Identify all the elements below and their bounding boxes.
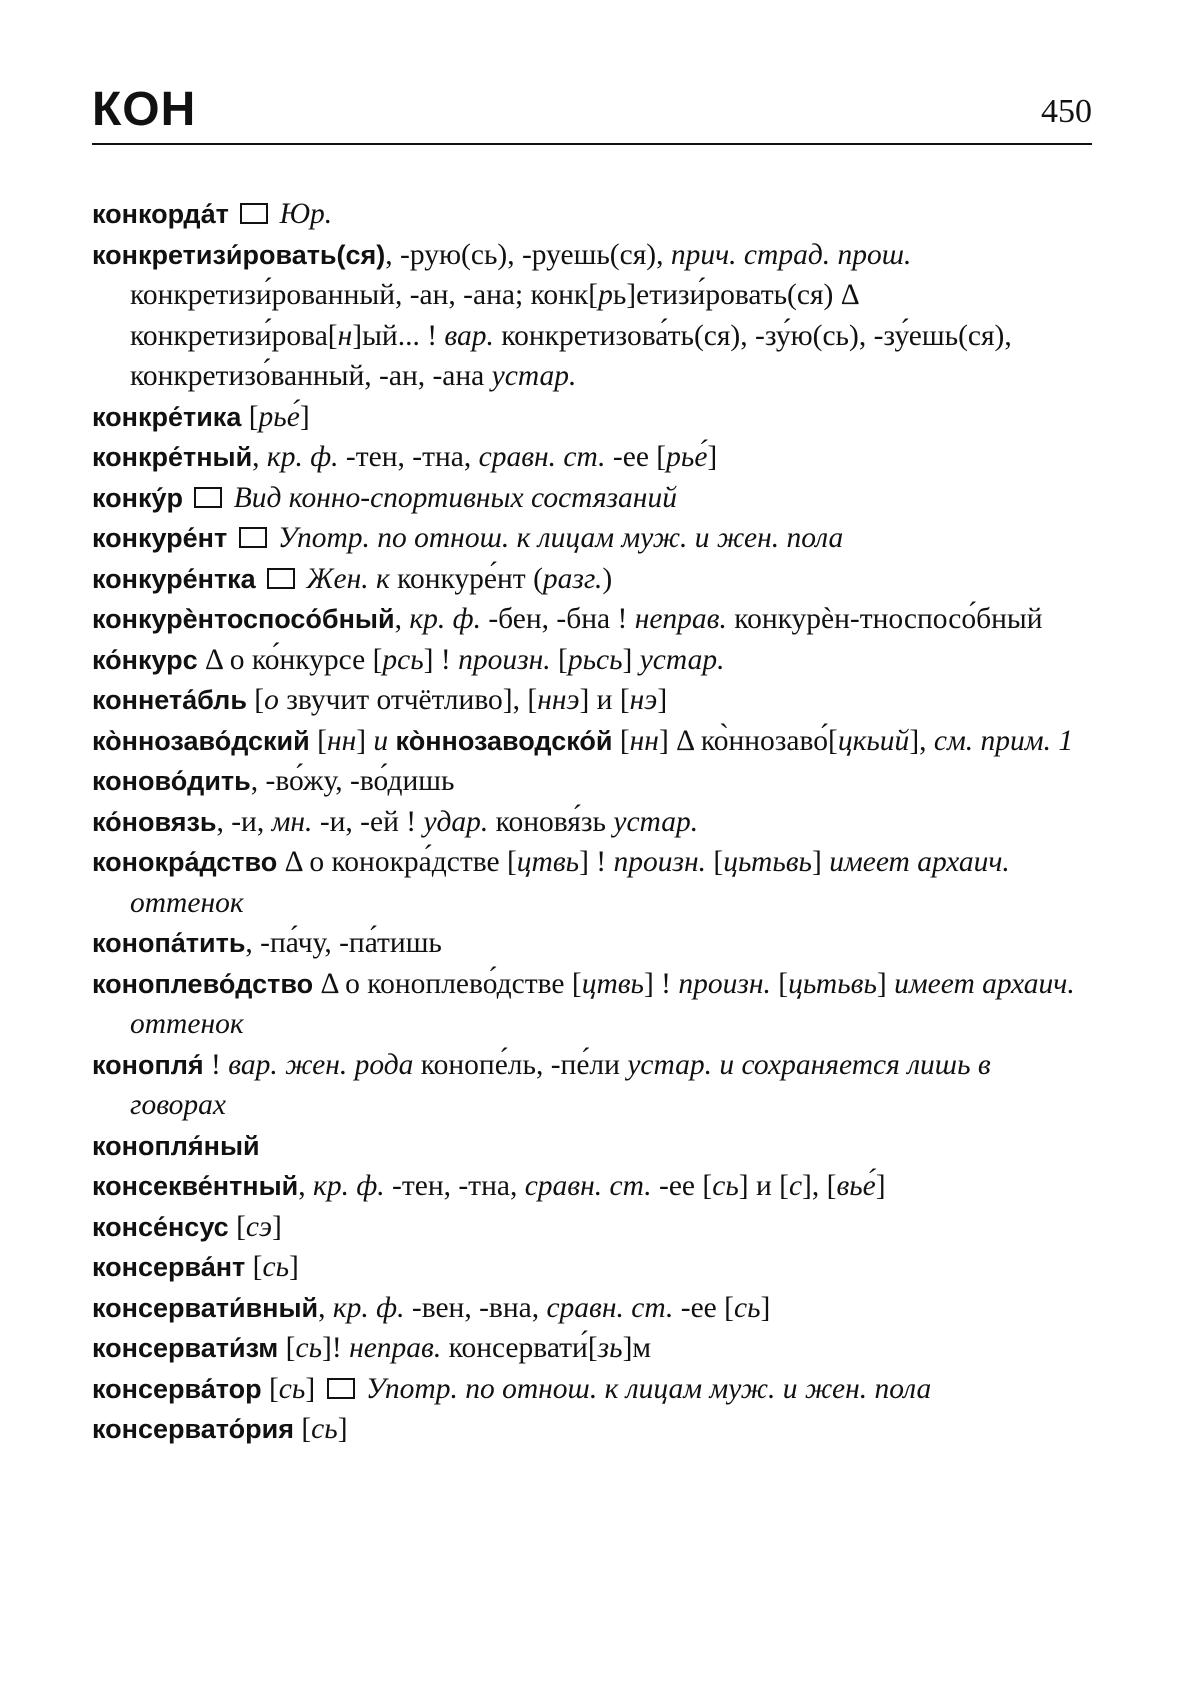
entry-text: конкретизи́рованный, -ан, -ана; конк[ xyxy=(130,279,599,311)
headword: конопля́ный xyxy=(92,1130,260,1161)
dictionary-entry xyxy=(92,1328,1092,1369)
entry-text: [ xyxy=(706,846,724,878)
entry-text: [ xyxy=(245,1251,263,1283)
italic-note: Употр. по отнош. к лицам муж. и жен. пола xyxy=(358,1372,932,1405)
italic-note: произн. xyxy=(613,846,707,878)
headword: конкорда́т xyxy=(92,199,229,229)
italic-note: цьтьвь xyxy=(788,967,877,1000)
italic-note: о xyxy=(264,684,279,716)
dictionary-entries xyxy=(92,194,1092,1450)
entry-text: ] и [ xyxy=(738,1170,789,1202)
entry-text: , xyxy=(318,1291,333,1324)
dictionary-entry xyxy=(92,923,1092,964)
italic-note: нэ xyxy=(629,684,658,716)
italic-note: р xyxy=(598,279,613,311)
entry-text: Δ о конокра́дстве [ xyxy=(277,846,517,878)
headword: ко́нкурс xyxy=(92,644,198,675)
dictionary-entry xyxy=(92,235,1092,397)
entry-text: ] xyxy=(876,967,895,1000)
entry-text: ] xyxy=(289,1251,299,1283)
italic-note: зь xyxy=(597,1332,623,1364)
entry-text: ь]етизи́ровать(ся) Δ конкретизи́рова[ xyxy=(130,279,859,352)
dictionary-entry xyxy=(92,559,1092,600)
italic-note: н xyxy=(337,319,353,352)
italic-note: рье́ xyxy=(666,441,708,473)
entry-text: -бен, -бна ! xyxy=(480,603,635,635)
dictionary-entry xyxy=(92,761,1092,802)
headword: конокра́дство xyxy=(92,847,278,877)
dictionary-entry xyxy=(92,1126,1092,1167)
entry-text: ) xyxy=(602,562,613,595)
note-box-icon xyxy=(267,568,295,589)
italic-note: сь xyxy=(278,1372,306,1405)
entry-text: ] и [ xyxy=(579,684,630,716)
note-box-icon xyxy=(239,527,267,548)
entry-text: ! xyxy=(203,1048,229,1081)
entry-text: [ xyxy=(228,1210,246,1243)
entry-text: [ xyxy=(241,400,259,433)
entry-text: -ее [ xyxy=(605,441,667,473)
entry-text: , xyxy=(252,441,267,473)
entry-text: [ xyxy=(612,724,630,757)
italic-note: имеет архаич. оттенок xyxy=(130,967,1075,1040)
dictionary-entry xyxy=(92,1207,1092,1248)
entry-text: ] xyxy=(305,1372,323,1405)
italic-note: Вид конно-спортивных состязаний xyxy=(226,481,677,514)
entry-text: коновя́зь xyxy=(488,805,614,838)
headword: консерва́нт xyxy=(92,1252,246,1282)
entry-text: -вен, -вна, xyxy=(404,1291,547,1324)
entry-text: -тен, -тна, xyxy=(384,1170,525,1202)
italic-note: сь xyxy=(262,1251,290,1283)
italic-note: см. прим. 1 xyxy=(933,724,1074,757)
entry-text: конкурѐн-тноспосо́бный xyxy=(726,603,1043,635)
italic-note: кр. ф. xyxy=(332,1291,405,1324)
entry-text: , -во́жу, -во́дишь xyxy=(250,765,455,797)
headword: коново́дить xyxy=(92,766,251,796)
page-header xyxy=(92,78,1092,142)
dictionary-entry xyxy=(92,964,1092,1045)
italic-note: цтвь xyxy=(581,967,644,1000)
entry-text: ] xyxy=(337,1413,348,1445)
italic-note: кр. ф. xyxy=(313,1170,385,1202)
italic-note: рье́ xyxy=(258,400,300,433)
italic-note: вар. xyxy=(444,319,494,352)
dictionary-entry xyxy=(92,478,1092,519)
italic-note: устар. xyxy=(613,805,699,838)
italic-note: рьсь xyxy=(567,643,623,676)
italic-note: ннэ xyxy=(537,684,580,716)
italic-note: устар. xyxy=(491,360,577,392)
italic-note: сь xyxy=(311,1413,338,1445)
italic-note: неправ. xyxy=(349,1332,442,1364)
entry-text: ], xyxy=(909,724,934,757)
italic-note: устар. и сохраняется лишь в говорах xyxy=(130,1048,991,1121)
entry-text xyxy=(256,563,263,595)
headword: конкуре́нт xyxy=(92,523,228,553)
italic-note: нн xyxy=(326,724,357,757)
entry-text: ] xyxy=(707,441,718,473)
italic-note: нн xyxy=(629,724,659,757)
entry-text: , -па́чу, -па́тишь xyxy=(245,927,442,959)
entry-text: ] xyxy=(299,400,310,433)
italic-note: цкьий xyxy=(837,724,910,757)
entry-text: , xyxy=(298,1170,314,1202)
dictionary-entry xyxy=(92,1166,1092,1207)
italic-note: с xyxy=(788,1170,803,1202)
headword: консекве́нтный xyxy=(92,1171,299,1201)
italic-note: сь xyxy=(295,1332,323,1364)
entry-text: ] xyxy=(875,1170,886,1202)
headword: конопа́тить xyxy=(92,928,246,958)
entry-text: ] ! xyxy=(579,846,614,878)
entry-text: Δ о коноплево́дстве [ xyxy=(313,967,582,1000)
headword: ко̀ннозаводско́й xyxy=(395,725,613,756)
entry-text: ] xyxy=(760,1291,771,1324)
italic-note: произн. xyxy=(678,967,771,1000)
italic-note: сравн. ст. xyxy=(524,1170,652,1202)
entry-text: конкуре́нт ( xyxy=(389,562,543,595)
entry-text: консервати́[ xyxy=(441,1332,598,1364)
headword: ко́новязь xyxy=(92,806,217,837)
entry-text: ] ! xyxy=(423,643,459,676)
dictionary-entry xyxy=(92,1045,1092,1126)
entry-text: [ xyxy=(246,684,265,716)
page-number: 450 xyxy=(1041,93,1092,130)
entry-text: ] xyxy=(622,643,640,676)
entry-text: ] xyxy=(657,684,668,716)
italic-note: сь xyxy=(733,1291,761,1324)
note-box-icon xyxy=(240,203,268,224)
dictionary-entry xyxy=(92,640,1092,681)
note-box-icon xyxy=(194,487,222,508)
dictionary-entry xyxy=(92,721,1092,762)
entry-text: [ xyxy=(309,724,327,757)
entry-text: ]ый... ! xyxy=(352,319,445,352)
headword: ко̀ннозаво́дский xyxy=(92,725,310,756)
italic-note: прич. страд. прош. xyxy=(670,238,912,271)
running-head: КОН xyxy=(92,83,197,136)
entry-text: ] xyxy=(272,1210,282,1243)
header-rule xyxy=(92,143,1092,145)
headword: конкре́тный xyxy=(92,442,253,472)
entry-text: ] Δ ко̀ннозаво́[ xyxy=(658,724,838,757)
italic-note: Юр. xyxy=(272,198,333,230)
dictionary-entry xyxy=(92,1288,1092,1329)
entry-text: звучит отчётливо], [ xyxy=(278,684,538,716)
entry-text: -ее [ xyxy=(673,1291,734,1324)
entry-text: -тен, -тна, xyxy=(338,441,479,473)
italic-note: имеет архаич. оттенок xyxy=(130,846,1010,919)
entry-text: ] ! xyxy=(643,967,679,1000)
headword: коноплево́дство xyxy=(92,968,314,999)
note-box-icon xyxy=(327,1378,355,1399)
entry-text: -ее [ xyxy=(651,1170,713,1202)
entry-text: ]м xyxy=(622,1332,652,1364)
entry-text: ] xyxy=(811,846,830,878)
dictionary-entry xyxy=(92,1247,1092,1288)
italic-note: сь xyxy=(712,1170,739,1202)
dictionary-entry xyxy=(92,842,1092,923)
italic-note: вар. жен. рода xyxy=(228,1048,414,1081)
entry-text: -и, -ей ! xyxy=(312,805,424,838)
dictionary-entry xyxy=(92,518,1092,559)
dictionary-entry xyxy=(92,1369,1092,1410)
italic-note: кр. ф. xyxy=(409,603,481,635)
entry-text: Δ о ко́нкурсе [ xyxy=(197,643,383,676)
headword: конку́р xyxy=(92,482,183,513)
dictionary-entry xyxy=(92,599,1092,640)
italic-note: мн. xyxy=(271,805,313,838)
italic-note: цьтьвь xyxy=(723,846,812,878)
headword: конкурѐнтоспосо́бный xyxy=(92,604,395,634)
entry-text: , -рую(сь), -руешь(ся), xyxy=(385,238,671,271)
italic-note: неправ. xyxy=(634,603,727,635)
italic-note: сравн. ст. xyxy=(478,441,606,473)
entry-text: ]! xyxy=(322,1332,350,1364)
entry-text: ], [ xyxy=(802,1170,837,1202)
dictionary-entry xyxy=(92,802,1092,843)
entry-text xyxy=(183,482,190,514)
dictionary-entry xyxy=(92,194,1092,235)
italic-note: сравн. ст. xyxy=(546,1291,674,1324)
entry-text: [ xyxy=(550,643,568,676)
italic-note: сэ xyxy=(245,1210,272,1243)
dictionary-entry xyxy=(92,397,1092,438)
italic-note: рсь xyxy=(382,643,424,676)
entry-text xyxy=(227,522,234,554)
headword: консервато́рия xyxy=(92,1414,294,1444)
headword: консе́нсус xyxy=(92,1211,229,1242)
headword: консерва́тор xyxy=(92,1373,262,1404)
italic-note: Употр. по отнош. к лицам муж. и жен. пола xyxy=(270,522,844,554)
headword: консервати́вный xyxy=(92,1292,319,1323)
entry-text xyxy=(388,725,395,757)
italic-note: кр. ф. xyxy=(266,441,339,473)
entry-text: конопе́ль, -пе́ли xyxy=(413,1048,628,1081)
italic-note: и xyxy=(373,724,389,757)
entry-text: , xyxy=(394,603,410,635)
italic-note: произн. xyxy=(458,643,551,676)
entry-text: ] xyxy=(356,724,374,757)
italic-note: устар. xyxy=(639,643,725,676)
entry-text: , -и, xyxy=(216,805,272,838)
dictionary-entry xyxy=(92,1409,1092,1450)
dictionary-entry xyxy=(92,437,1092,478)
headword: конопля́ xyxy=(92,1049,204,1080)
dictionary-entry xyxy=(92,680,1092,721)
headword: конкретизи́ровать(ся) xyxy=(92,239,386,270)
italic-note: Жен. к xyxy=(299,562,390,595)
headword: консервати́зм xyxy=(92,1333,279,1363)
entry-text: [ xyxy=(261,1372,279,1405)
entry-text xyxy=(229,198,236,230)
italic-note: цтвь xyxy=(516,846,580,878)
entry-text: конкретизова́ть(ся), -зу́ю(сь), -зу́ешь(ся), конкретизо́ванный, -ан, -ана xyxy=(130,319,1012,392)
italic-note: вье́ xyxy=(836,1170,876,1202)
headword: конкре́тика xyxy=(92,401,242,432)
entry-text: [ xyxy=(278,1332,296,1364)
headword: конкуре́нтка xyxy=(92,563,256,594)
italic-note: удар. xyxy=(423,805,489,838)
headword: коннета́бль xyxy=(92,685,247,715)
italic-note: разг. xyxy=(542,562,603,595)
entry-text: [ xyxy=(293,1413,312,1445)
entry-text: [ xyxy=(770,967,789,1000)
